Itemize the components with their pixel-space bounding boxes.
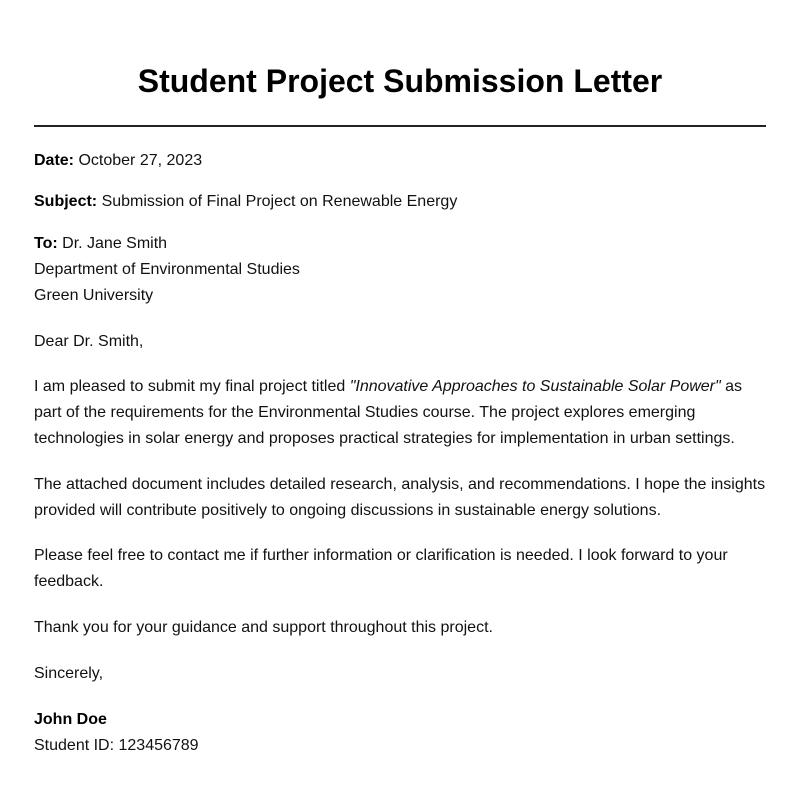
to-label: To: <box>34 235 58 252</box>
body-paragraph-3: Please feel free to contact me if further information or clarification is needed. I look forward to your feedback. <box>34 547 728 590</box>
recipient-block <box>34 231 766 309</box>
letter-body <box>34 148 766 759</box>
salutation: Dear Dr. Smith, <box>34 333 144 350</box>
subject-value: Submission of Final Project on Renewable Energy <box>101 193 458 210</box>
date-value: October 27, 2023 <box>78 152 203 169</box>
body-paragraph-2: The attached document includes detailed research, analysis, and recommendations. I hope the insights provided will contribute positively to ongoing discussions in sustainable energy solutions. <box>34 476 766 519</box>
page-title: Student Project Submission Letter <box>137 63 663 99</box>
recipient-department: Department of Environmental Studies <box>34 261 300 278</box>
project-title: "Innovative Approaches to Sustainable Solar Power" <box>349 378 721 395</box>
paragraph-1-intro: I am pleased to submit my final project titled <box>34 378 350 395</box>
student-id: Student ID: 123456789 <box>34 737 199 754</box>
date-line <box>34 148 766 174</box>
body-paragraph-4: Thank you for your guidance and support throughout this project. <box>34 619 493 636</box>
subject-label: Subject: <box>34 193 98 210</box>
body-paragraph-1 <box>34 374 766 452</box>
closing: Sincerely, <box>34 665 104 682</box>
title-divider <box>34 125 766 127</box>
recipient-name-line <box>34 231 766 257</box>
signature-name: John Doe <box>34 711 107 728</box>
subject-line <box>34 189 766 215</box>
recipient-institution: Green University <box>34 287 154 304</box>
recipient-name: Dr. Jane Smith <box>62 235 168 252</box>
date-label: Date: <box>34 152 75 169</box>
signature-block <box>34 707 766 759</box>
paragraph-1-rest: as part of the requirements for the Environmental Studies course. The project explores emerging technologies in solar energy and proposes practical strategies for implementation in urban settings. <box>34 378 743 447</box>
